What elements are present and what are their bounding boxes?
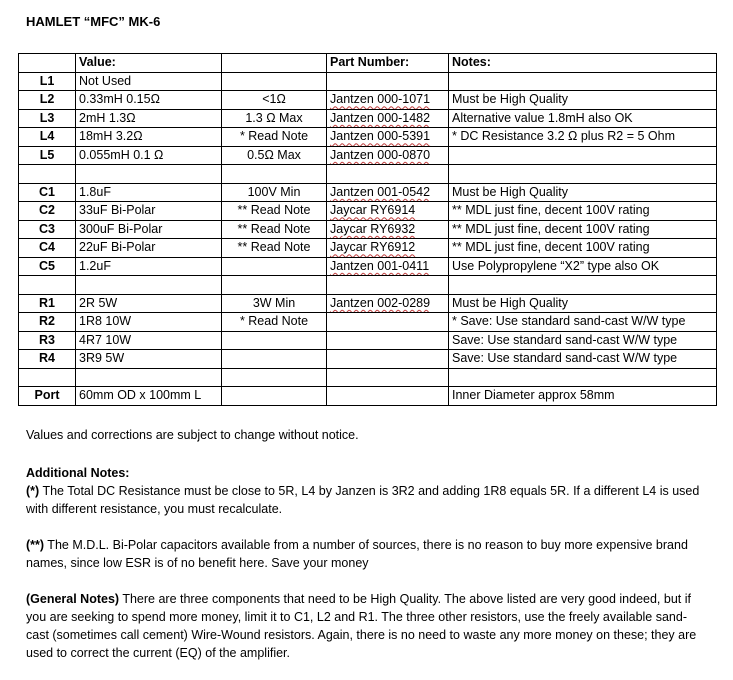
part-number-text: Jaycar RY6932 — [330, 221, 416, 236]
component-rating — [222, 72, 327, 91]
table-row — [19, 128, 717, 147]
component-value — [76, 220, 222, 239]
component-rating — [222, 239, 327, 258]
part-number — [327, 109, 449, 128]
component-rating — [222, 91, 327, 110]
table-row — [19, 294, 717, 313]
component-id — [19, 91, 76, 110]
component-id — [19, 257, 76, 276]
component-rating — [222, 387, 327, 406]
part-number — [327, 331, 449, 350]
component-notes — [449, 183, 717, 202]
component-rating-text: ** Read Note — [237, 221, 311, 236]
parts-table — [18, 53, 717, 406]
part-number — [327, 239, 449, 258]
note-label: (*) — [26, 484, 40, 498]
table-row — [19, 368, 717, 387]
component-id-text: Port — [34, 388, 60, 403]
component-value-text: 1.8uF — [79, 184, 111, 199]
table-row — [19, 350, 717, 369]
part-number — [327, 165, 449, 184]
component-rating — [222, 146, 327, 165]
component-notes — [449, 350, 717, 369]
component-rating-text: <1Ω — [262, 92, 286, 107]
component-value-text: 60mm OD x 100mm L — [79, 388, 202, 403]
component-notes — [449, 220, 717, 239]
component-id — [19, 128, 76, 147]
component-id-text: L2 — [39, 92, 55, 107]
header-rating — [222, 54, 327, 73]
note-general — [26, 590, 706, 662]
additional-notes — [26, 464, 706, 680]
part-number-text: Jantzen 000-0870 — [330, 147, 431, 162]
part-number — [327, 146, 449, 165]
component-value — [76, 294, 222, 313]
note-text: The M.D.L. Bi-Polar capacitors available from a number of sources, there is no reason to buy more expensive brand names, since low ESR is of no benefit here. Save your money — [26, 538, 688, 570]
component-notes — [449, 128, 717, 147]
component-id — [19, 72, 76, 91]
component-id-text: R4 — [39, 351, 55, 366]
part-number — [327, 220, 449, 239]
component-id-text: L4 — [39, 129, 55, 144]
component-value-text: 2mH 1.3Ω — [79, 110, 136, 125]
component-notes — [449, 146, 717, 165]
document-title: HAMLET “MFC” MK-6 — [26, 14, 161, 29]
component-notes-text: Alternative value 1.8mH also OK — [452, 110, 633, 125]
component-notes — [449, 294, 717, 313]
component-id-text: L3 — [39, 110, 55, 125]
part-number — [327, 387, 449, 406]
component-rating — [222, 165, 327, 184]
component-value — [76, 313, 222, 332]
disclaimer-text: Values and corrections are subject to change without notice. — [26, 428, 359, 442]
component-value-text: 1.2uF — [79, 258, 111, 273]
component-id-text: C4 — [39, 240, 55, 255]
component-notes-text: Must be High Quality — [452, 295, 569, 310]
header-value: Value: — [76, 54, 222, 73]
component-notes-text: Save: Use standard sand-cast W/W type — [452, 351, 678, 366]
note-label: (General Notes) — [26, 592, 120, 606]
component-rating — [222, 276, 327, 295]
component-rating — [222, 350, 327, 369]
table-row — [19, 220, 717, 239]
component-value — [76, 183, 222, 202]
component-notes-text: ** MDL just fine, decent 100V rating — [452, 221, 650, 236]
component-rating — [222, 257, 327, 276]
component-rating — [222, 294, 327, 313]
part-number — [327, 276, 449, 295]
table-header-row — [19, 54, 717, 73]
header-part-number: Part Number: — [327, 54, 449, 73]
component-notes — [449, 72, 717, 91]
component-id-text: R3 — [39, 332, 55, 347]
component-notes-text: ** MDL just fine, decent 100V rating — [452, 240, 650, 255]
part-number-text: Jantzen 000-1482 — [330, 110, 431, 125]
note-text: There are three components that need to be High Quality. The above listed are very good indeed, but if you are seeking to spend more money, limit it to C1, L2 and R1. The three other resistors, use the freely available sand-cast (sometimes call cement) Wire-Wound resistors. Again, there is no need to waste any more money on these; they are used to correct the current (EQ) of the amplifier. — [26, 592, 697, 660]
component-notes — [449, 276, 717, 295]
component-rating-text: 0.5Ω Max — [247, 147, 301, 162]
component-notes-text: ** MDL just fine, decent 100V rating — [452, 203, 650, 218]
component-rating — [222, 220, 327, 239]
table-row — [19, 72, 717, 91]
component-rating — [222, 128, 327, 147]
component-notes-text: Inner Diameter approx 58mm — [452, 388, 615, 403]
component-notes — [449, 368, 717, 387]
component-rating-text: ** Read Note — [237, 203, 311, 218]
part-number-text: Jantzen 000-5391 — [330, 129, 431, 144]
component-value — [76, 387, 222, 406]
part-number — [327, 91, 449, 110]
component-notes-text: Save: Use standard sand-cast W/W type — [452, 332, 678, 347]
part-number — [327, 257, 449, 276]
component-rating-text: 100V Min — [247, 184, 301, 199]
component-value-text: 2R 5W — [79, 295, 118, 310]
component-notes — [449, 257, 717, 276]
component-rating — [222, 368, 327, 387]
component-notes — [449, 165, 717, 184]
part-number — [327, 128, 449, 147]
table-row — [19, 146, 717, 165]
component-rating-text: 3W Min — [252, 295, 296, 310]
component-value — [76, 257, 222, 276]
component-id — [19, 331, 76, 350]
component-value-text: 4R7 10W — [79, 332, 132, 347]
component-value — [76, 331, 222, 350]
component-id — [19, 387, 76, 406]
part-number — [327, 183, 449, 202]
part-number — [327, 72, 449, 91]
component-notes-text: Use Polypropylene “X2” type also OK — [452, 258, 660, 273]
table-row — [19, 109, 717, 128]
component-value-text: 0.33mH 0.15Ω — [79, 92, 160, 107]
component-value — [76, 202, 222, 221]
component-id-text: R1 — [39, 295, 55, 310]
part-number — [327, 294, 449, 313]
component-id — [19, 239, 76, 258]
component-value — [76, 128, 222, 147]
component-rating-text: 1.3 Ω Max — [245, 110, 303, 125]
component-notes — [449, 387, 717, 406]
component-rating — [222, 331, 327, 350]
part-number — [327, 313, 449, 332]
component-value-text: 0.055mH 0.1 Ω — [79, 147, 164, 162]
component-id — [19, 313, 76, 332]
note-single-asterisk — [26, 482, 706, 518]
component-rating-text: * Read Note — [239, 129, 309, 144]
table-row — [19, 257, 717, 276]
component-id-text: C3 — [39, 221, 55, 236]
table-row — [19, 165, 717, 184]
component-rating — [222, 109, 327, 128]
part-number — [327, 368, 449, 387]
component-id — [19, 183, 76, 202]
part-number — [327, 350, 449, 369]
table-row — [19, 387, 717, 406]
component-id — [19, 368, 76, 387]
component-value-text: Not Used — [79, 73, 132, 88]
component-id — [19, 276, 76, 295]
component-id — [19, 350, 76, 369]
component-value-text: 18mH 3.2Ω — [79, 129, 143, 144]
component-value — [76, 165, 222, 184]
component-value — [76, 146, 222, 165]
part-number-text: Jantzen 002-0289 — [330, 295, 431, 310]
component-value — [76, 276, 222, 295]
component-id-text: L1 — [39, 73, 55, 88]
header-notes: Notes: — [449, 54, 717, 73]
table-row — [19, 313, 717, 332]
component-id — [19, 220, 76, 239]
component-id-text: L5 — [39, 147, 55, 162]
table-row — [19, 239, 717, 258]
component-notes — [449, 91, 717, 110]
component-notes — [449, 239, 717, 258]
component-value-text: 300uF Bi-Polar — [79, 221, 163, 236]
component-id — [19, 294, 76, 313]
component-rating — [222, 183, 327, 202]
part-number-text: Jantzen 001-0411 — [330, 258, 430, 273]
component-id-text: C5 — [39, 258, 55, 273]
component-rating — [222, 313, 327, 332]
header-id — [19, 54, 76, 73]
part-number-text: Jantzen 000-1071 — [330, 92, 431, 107]
note-double-asterisk — [26, 536, 706, 572]
component-id-text: C2 — [39, 203, 55, 218]
notes-heading: Additional Notes: — [26, 466, 130, 480]
note-label: (**) — [26, 538, 45, 552]
component-notes-text: * Save: Use standard sand-cast W/W type — [452, 314, 686, 329]
note-text: The Total DC Resistance must be close to 5R, L4 by Janzen is 3R2 and adding 1R8 equals 5R. If a different L4 is used with different resistance, you must recalculate. — [26, 484, 700, 516]
component-id-text: C1 — [39, 184, 55, 199]
table-row — [19, 276, 717, 295]
component-id — [19, 109, 76, 128]
table-row — [19, 91, 717, 110]
component-notes — [449, 331, 717, 350]
component-id — [19, 202, 76, 221]
component-value — [76, 72, 222, 91]
component-value — [76, 109, 222, 128]
part-number — [327, 202, 449, 221]
component-notes-text: Must be High Quality — [452, 184, 569, 199]
table-row — [19, 183, 717, 202]
part-number-text: Jaycar RY6912 — [330, 240, 416, 255]
component-id — [19, 146, 76, 165]
component-notes — [449, 313, 717, 332]
component-value — [76, 239, 222, 258]
component-rating-text: * Read Note — [239, 314, 309, 329]
component-id — [19, 165, 76, 184]
component-rating — [222, 202, 327, 221]
table-row — [19, 202, 717, 221]
component-value-text: 22uF Bi-Polar — [79, 240, 156, 255]
component-notes — [449, 109, 717, 128]
table-row — [19, 331, 717, 350]
component-value-text: 1R8 10W — [79, 314, 132, 329]
component-notes — [449, 202, 717, 221]
component-notes-text: * DC Resistance 3.2 Ω plus R2 = 5 Ohm — [452, 129, 675, 144]
component-rating-text: ** Read Note — [237, 240, 311, 255]
component-value — [76, 91, 222, 110]
component-notes-text: Must be High Quality — [452, 92, 569, 107]
part-number-text: Jaycar RY6914 — [330, 203, 416, 218]
component-value — [76, 350, 222, 369]
part-number-text: Jantzen 001-0542 — [330, 184, 431, 199]
component-id-text: R2 — [39, 314, 55, 329]
component-value-text: 3R9 5W — [79, 351, 125, 366]
component-value — [76, 368, 222, 387]
component-value-text: 33uF Bi-Polar — [79, 203, 156, 218]
